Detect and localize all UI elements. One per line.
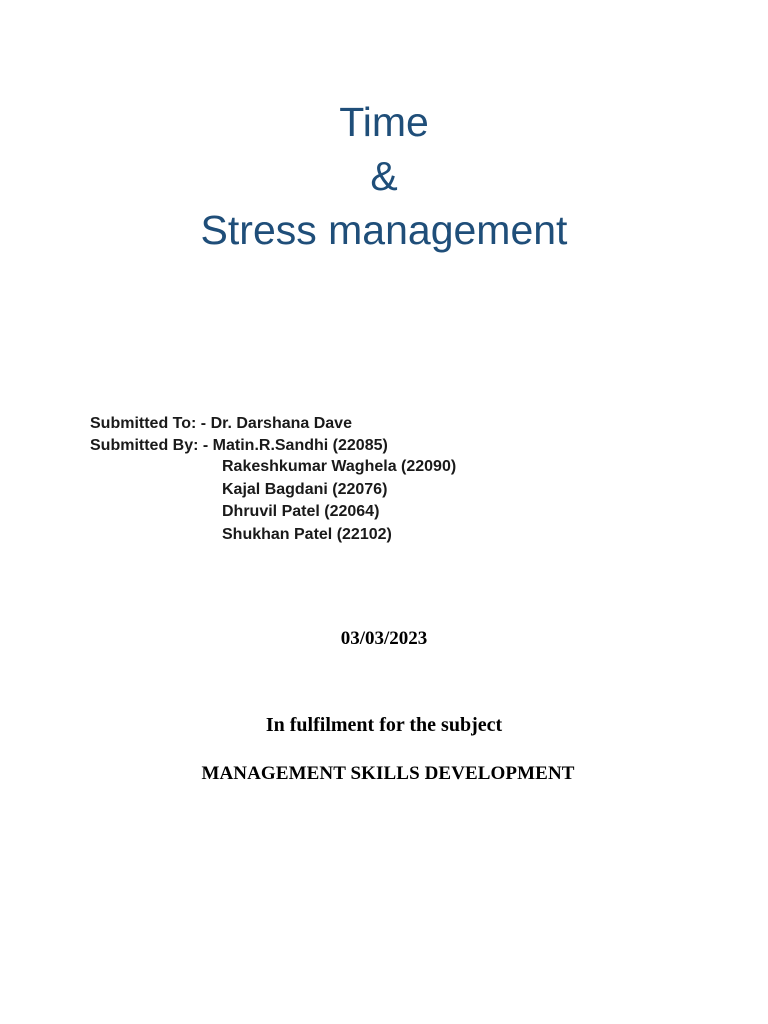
submission-date: 03/03/2023: [340, 628, 428, 649]
title-line-stress-management: Stress management: [200, 207, 568, 253]
document-title: [0, 95, 768, 257]
fulfilment-statement: In fulfilment for the subject: [265, 714, 503, 736]
member-name: Rakeshkumar Waghela (22090): [222, 458, 457, 475]
member-name: Dhruvil Patel (22064): [222, 503, 380, 520]
member-name: Shukhan Patel (22102): [222, 525, 392, 543]
title-line-ampersand: &: [370, 153, 398, 199]
submitted-to: Submitted To: - Dr. Darshana Dave: [90, 415, 352, 432]
member-name: Kajal Bagdani (22076): [222, 480, 388, 498]
submitted-by: Submitted By: - Matin.R.Sandhi (22085): [90, 436, 388, 454]
title-line-time: Time: [339, 99, 429, 145]
subject-name: MANAGEMENT SKILLS DEVELOPMENT: [201, 763, 575, 784]
submission-details: [90, 413, 456, 546]
